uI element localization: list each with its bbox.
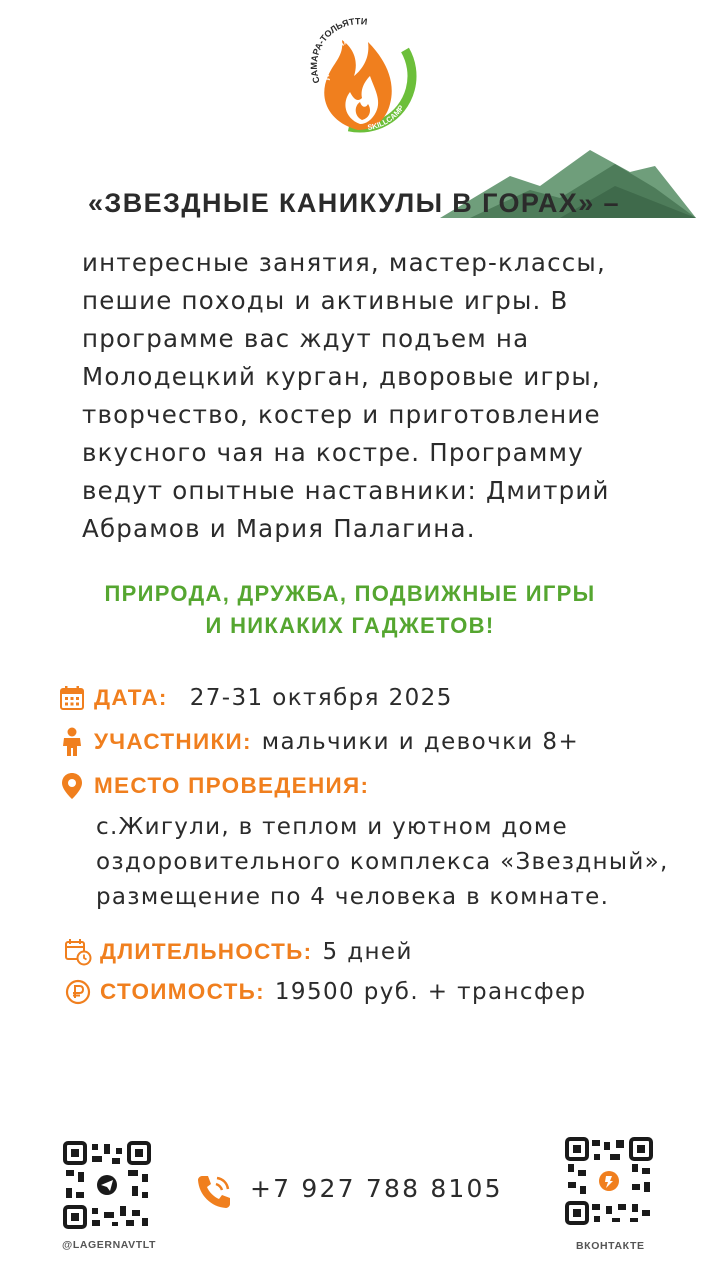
duration-value: 5 дней (322, 939, 413, 965)
logo-arc-bottom: SKILLCAMP (366, 103, 406, 133)
calendar-icon (58, 684, 86, 712)
place-row (58, 772, 379, 800)
slogan-line-2: И НИКАКИХ ГАДЖЕТОВ! (205, 613, 495, 638)
place-line: с.Жигули, в теплом и уютном доме (96, 814, 569, 840)
calendar-clock-icon (64, 938, 92, 966)
date-value: 27-31 октября 2025 (189, 685, 453, 711)
description-line: Молодецкий курган, дворовые игры, (82, 362, 601, 391)
place-line: оздоровительного комплекса «Звездный», (96, 849, 669, 875)
ruble-icon (64, 978, 92, 1006)
camp-logo (298, 12, 422, 136)
participants-row (58, 728, 579, 756)
vkontakte-caption: ВКОНТАКТЕ (576, 1240, 645, 1252)
date-label: ДАТА: (94, 685, 168, 710)
participants-value: мальчики и девочки 8+ (261, 729, 580, 755)
place-label: МЕСТО ПРОВЕДЕНИЯ: (94, 773, 370, 798)
location-pin-icon (58, 772, 86, 800)
duration-row (64, 938, 413, 966)
headline: «ЗВЕЗДНЫЕ КАНИКУЛЫ В ГОРАХ» – (88, 188, 620, 218)
description-line: творчество, костер и приготовление (82, 400, 601, 429)
slogan-line-1: ПРИРОДА, ДРУЖБА, ПОДВИЖНЫЕ ИГРЫ (104, 581, 596, 606)
place-description (96, 810, 696, 915)
description-line: ведут опытные наставники: Дмитрий (82, 476, 610, 505)
telegram-caption: @LAGERNAVTLT (62, 1239, 157, 1251)
description-line: вкусного чая на костре. Программу (82, 438, 584, 467)
person-icon (58, 728, 86, 756)
slogan (30, 578, 670, 642)
description-line: Абрамов и Мария Палагина. (82, 514, 476, 543)
logo-arc-top: САМАРА-ТОЛЬЯТТИ (308, 16, 368, 85)
date-row (58, 684, 453, 712)
duration-label: ДЛИТЕЛЬНОСТЬ: (100, 939, 313, 964)
description (82, 244, 662, 548)
qr-code-telegram[interactable] (62, 1140, 152, 1230)
phone-number[interactable]: +7 927 788 8105 (250, 1174, 503, 1203)
phone-icon[interactable] (194, 1172, 234, 1212)
participants-label: УЧАСТНИКИ: (94, 729, 252, 754)
description-line: пешие походы и активные игры. В (82, 286, 569, 315)
place-line: размещение по 4 человека в комнате. (96, 884, 610, 910)
cost-label: СТОИМОСТЬ: (100, 979, 265, 1004)
description-line: программе вас ждут подъем на (82, 324, 530, 353)
logo-arc-mid: ЛАГЕРЬ НАВЫКА (322, 33, 376, 82)
cost-row (64, 978, 587, 1006)
flame-logo-icon (298, 12, 422, 136)
qr-code-vkontakte[interactable] (564, 1136, 654, 1226)
cost-value: 19500 руб. + трансфер (274, 979, 587, 1005)
description-line: интересные занятия, мастер-классы, (82, 248, 606, 277)
